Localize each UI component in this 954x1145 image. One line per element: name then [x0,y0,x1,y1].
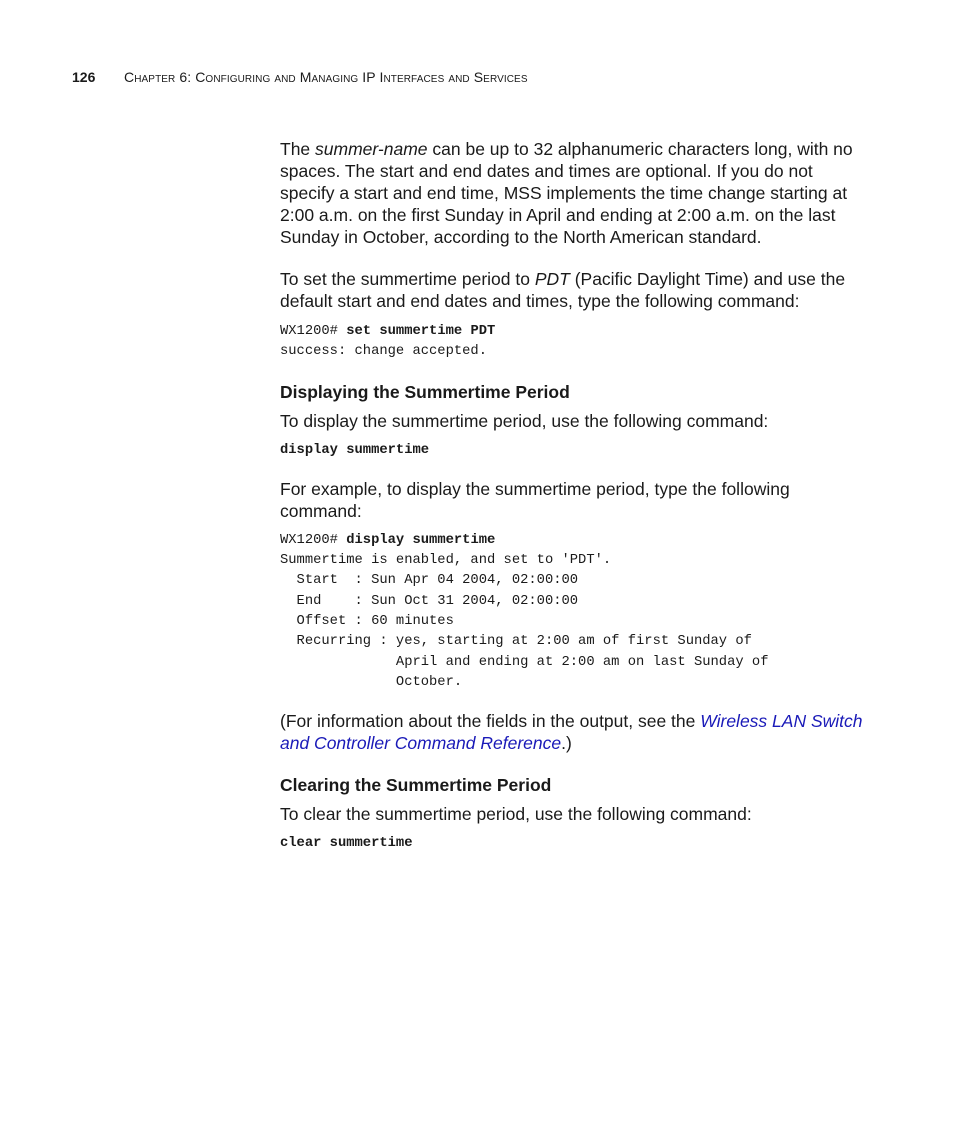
section-heading-display: Displaying the Summertime Period [280,381,570,402]
text-run: The [280,139,316,159]
cli-output-line: Offset : 60 minutes [280,614,454,630]
text-run: can be up to 32 alphanumeric characters long, with no spaces. The start and end dates and times are optional. If you do not specify a start and end time, MSS implements the time change starting at 2:00 a.m. on the first Sunday in April and ending at 2:00 a.m. on the last Sunday in October, according to the North American standard. [280,139,853,247]
paragraph-display-example: For example, to display the summertime period, type the following command: [280,478,790,521]
cli-output-line: Recurring : yes, starting at 2:00 am of first Sunday of [280,634,752,650]
page-content [280,138,870,855]
page-number: 126 [72,69,96,85]
paragraph-clear-intro: To clear the summertime period, use the following command: [280,804,752,825]
paragraph-reference-note [280,710,870,754]
cli-command: set summertime PDT [346,324,496,339]
code-block-display-summertime [280,531,870,693]
paragraph-summer-name [280,138,870,248]
cli-output-line: End : Sun Oct 31 2004, 02:00:00 [280,593,579,609]
page-header [72,68,528,86]
cli-output-line: October. [280,674,463,690]
code-block-set-summertime [280,322,870,363]
text-run: (For information about the fields in the output, see the [280,711,701,732]
cli-output-line: Start : Sun Apr 04 2004, 02:00:00 [280,573,579,589]
text-run: (Pacific Daylight Time) and use the default start and end dates and times, type the following command: [280,269,846,311]
term-summer-name: summer-name [315,139,428,159]
cli-command: display summertime [346,532,496,548]
text-run: To set the summertime period to [280,269,535,289]
cli-output-line: Summertime is enabled, and set to 'PDT'. [280,553,612,569]
chapter-title: Chapter 6: Configuring and Managing IP Interfaces and Services [124,69,528,85]
paragraph-display-intro: To display the summertime period, use the following command: [280,410,769,431]
cli-prompt: WX1200# [280,532,347,548]
text-run: .) [561,733,572,754]
term-pdt: PDT [534,269,570,289]
command-syntax-display [280,441,870,461]
command-reference-link[interactable]: Wireless LAN Switch and Controller Command Reference [280,711,863,754]
cli-prompt: WX1200# [280,324,347,339]
paragraph-set-pdt [280,268,870,312]
cli-command: clear summertime [280,836,413,852]
cli-command: display summertime [280,442,430,458]
cli-output-line: April and ending at 2:00 am on last Sunday of [280,654,769,670]
cli-output: success: change accepted. [280,344,487,360]
command-syntax-clear [280,834,870,854]
section-heading-clear: Clearing the Summertime Period [280,775,552,796]
